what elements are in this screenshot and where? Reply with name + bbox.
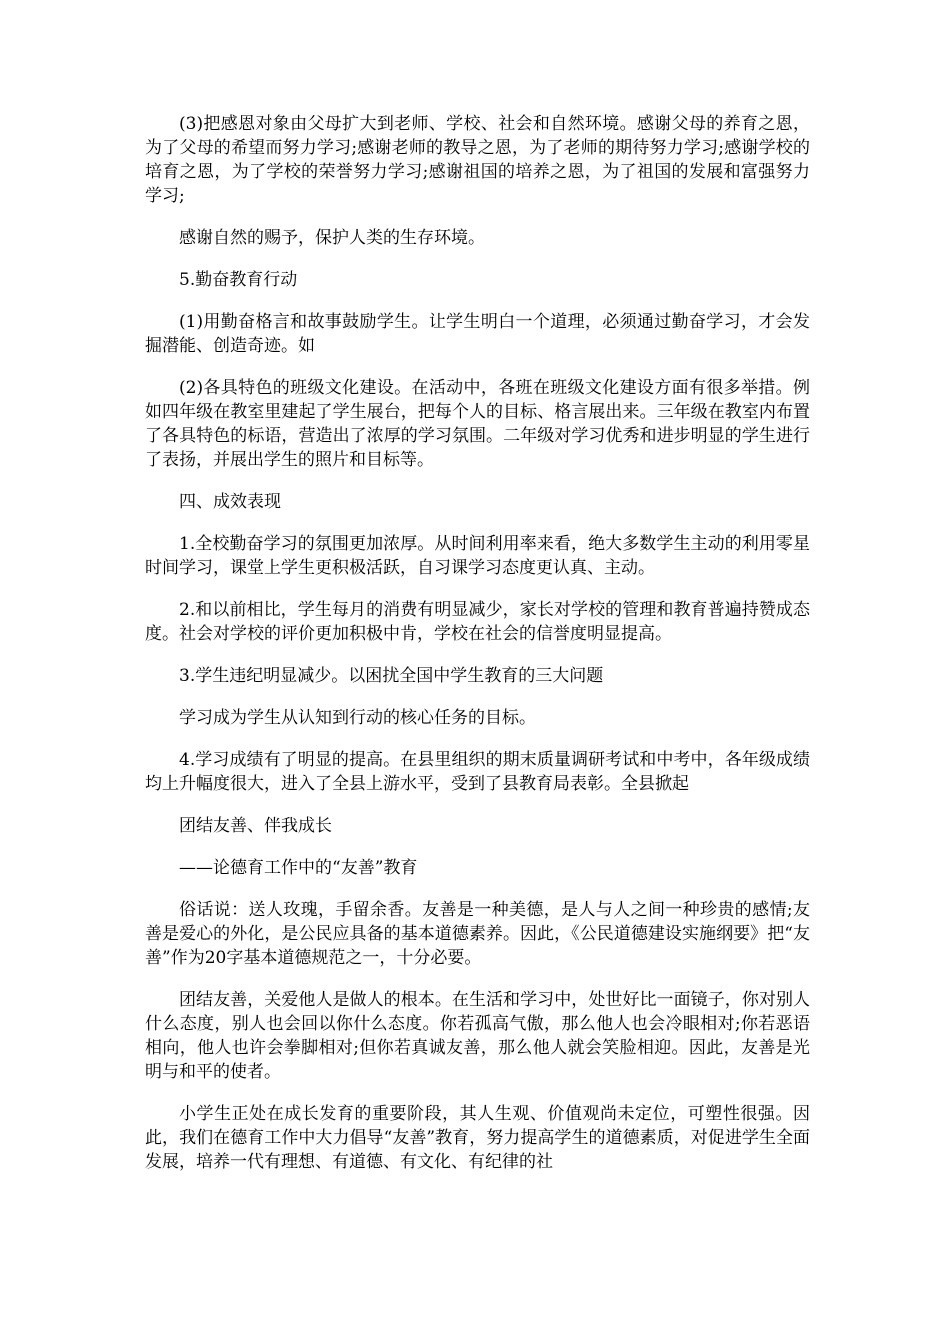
paragraph-diligence-mottos: (1)用勤奋格言和故事鼓励学生。让学生明白一个道理，必须通过勤奋学习，才会发掘潜能、创造奇迹。如	[145, 312, 810, 356]
paragraph-result-1: 1.全校勤奋学习的氛围更加浓厚。从时间利用率来看，绝大多数学生主动的利用零星时间学习，课堂上学生更积极活跃，自习课学习态度更认真、主动。	[145, 534, 810, 578]
document-page	[145, 112, 810, 1192]
paragraph-class-culture: (2)各具特色的班级文化建设。在活动中，各班在班级文化建设方面有很多举措。例如四年级在教室里建起了学生展台，把每个人的目标、格言展出来。三年级在教室内布置了各具特色的标语，营造出了浓厚的学习氛围。二年级对学习优秀和进步明显的学生进行了表扬，并展出学生的照片和目标等。	[145, 378, 810, 470]
paragraph-result-3: 3.学生违纪明显减少。以困扰全国中学生教育的三大问题	[179, 666, 604, 686]
section-heading-results: 四、成效表现	[179, 492, 281, 512]
paragraph-proverb: 俗话说：送人玫瑰，手留余香。友善是一种美德，是人与人之间一种珍贵的感情;友善是爱心的外化，是公民应具备的基本道德素养。因此，《公民道德建设实施纲要》把“友善”作为20字基本道德规范之一，十分必要。	[145, 900, 810, 968]
paragraph-gratitude-nature: 感谢自然的赐予，保护人类的生存环境。	[179, 228, 485, 248]
paragraph-gratitude-targets: (3)把感恩对象由父母扩大到老师、学校、社会和自然环境。感谢父母的养育之恩，为了父母的希望而努力学习;感谢老师的教导之恩，为了老师的期待努力学习;感谢学校的培育之恩，为了学校的荣誉努力学习;感谢祖国的培养之恩，为了祖国的发展和富强努力学习;	[145, 114, 810, 206]
section-heading-diligence: 5.勤奋教育行动	[179, 270, 298, 290]
essay-subtitle: ——论德育工作中的“友善”教育	[179, 858, 418, 878]
paragraph-result-2: 2.和以前相比，学生每月的消费有明显减少，家长对学校的管理和教育普遍持赞成态度。社会对学校的评价更加积极中肯，学校在社会的信誉度明显提高。	[145, 600, 810, 644]
paragraph-learning-goal: 学习成为学生从认知到行动的核心任务的目标。	[179, 708, 536, 728]
paragraph-unity-friendliness: 团结友善，关爱他人是做人的根本。在生活和学习中，处世好比一面镜子，你对别人什么态度，别人也会回以你什么态度。你若孤高气傲，那么他人也会冷眼相对;你若恶语相向，他人也许会拳脚相对;但你若真诚友善，那么他人就会笑脸相迎。因此，友善是光明与和平的使者。	[145, 990, 810, 1082]
paragraph-result-4: 4.学习成绩有了明显的提高。在县里组织的期末质量调研考试和中考中，各年级成绩均上升幅度很大，进入了全县上游水平，受到了县教育局表彰。全县掀起	[145, 750, 810, 794]
paragraph-pupils-growth: 小学生正处在成长发育的重要阶段，其人生观、价值观尚未定位，可塑性很强。因此，我们在德育工作中大力倡导“友善”教育，努力提高学生的道德素质，对促进学生全面发展，培养一代有理想、有道德、有文化、有纪律的社	[145, 1104, 810, 1172]
essay-title: 团结友善、伴我成长	[179, 816, 332, 836]
